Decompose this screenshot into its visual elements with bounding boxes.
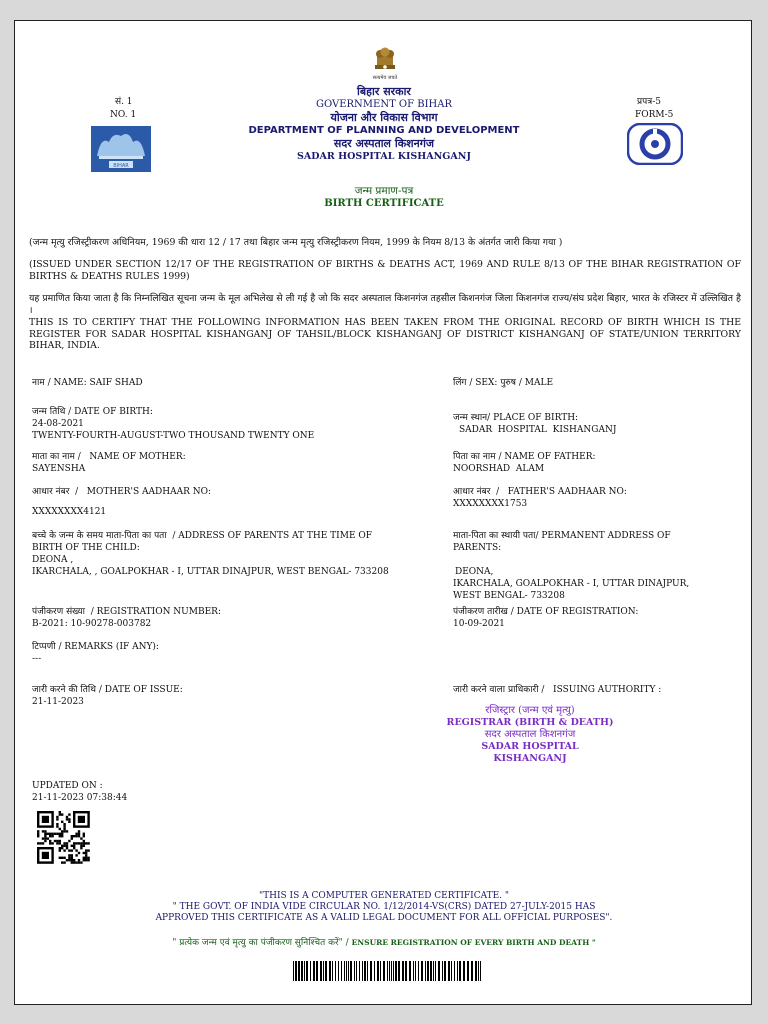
authority-hospital-hindi: सदर अस्पताल किशनगंज [484,729,576,740]
national-emblem-icon [367,45,403,75]
registrar-hindi: रजिस्ट्रार (जन्म एवं मृत्यु) [485,705,575,716]
birth-address-line-1: DEONA , [32,555,74,565]
registration-number-label: पंजीकरण संख्या / REGISTRATION NUMBER: [32,607,221,617]
name-field [32,378,143,390]
govt-hindi: बिहार सरकार [357,85,411,98]
issuing-authority-label: जारी करने वाला प्राधिकारी / ISSUING AUTHORITY : [453,685,662,695]
permanent-address-label: माता-पिता का स्थायी पता/ PERMANENT ADDRESS OF [453,531,671,541]
dept-hindi: योजना और विकास विभाग [330,111,438,124]
footer-block [55,891,713,924]
slogan-hindi: " प्रत्येक जन्म एवं मृत्यु का पंजीकरण सुनिश्चित करें" / [172,938,349,948]
dob-in-words: TWENTY-FOURTH-AUGUST-TWO THOUSAND TWENTY ONE [32,431,315,441]
permanent-address-line-3: WEST BENGAL- 733208 [453,591,565,601]
permanent-address-line-2: IKARCHALA, GOALPOKHAR - I, UTTAR DINAJPUR, [453,579,690,589]
name-label: नाम / NAME: [32,378,87,388]
authority-hospital: SADAR HOSPITAL KISHANGANJ [481,741,579,764]
birth-address-label-cont: BIRTH OF THE CHILD: [32,543,140,553]
issued-under-hindi: (जन्म मृत्यु रजिस्ट्रीकरण अधिनियम, 1969 की धारा 12 / 17 तथा बिहार जन्म मृत्यु रजिस्ट्रीकरण नियम, 1999 के नियम 8/13 के अंतर्गत जारी किया गया ) [29,237,563,248]
hospital-name: SADAR HOSPITAL KISHANGANJ [297,151,471,162]
sex-field [453,378,553,390]
emblem-motto: सत्यमेव जयते [372,75,398,81]
father-aadhaar-label: आधार नंबर / FATHER'S AADHAAR NO: [453,487,627,497]
registration-date-value: 10-09-2021 [453,619,505,629]
circular-note-2: APPROVED THIS CERTIFICATE AS A VALID LEGAL DOCUMENT FOR ALL OFFICIAL PURPOSES". [155,913,613,923]
certify-text-hindi: यह प्रमाणित किया जाता है कि निम्नलिखित सूचना जन्म के मूल अभिलेख से ली गई है जो कि सदर अस्पताल किशनगंज तहसील किशनगंज जिला किशनगंज राज्य/संघ प्रदेश बिहार, भारत के रजिस्टर में उल्लिखित है । [29,293,741,316]
sex-label: लिंग / SEX: [453,378,498,388]
father-name-label: पिता का नाम / NAME OF FATHER: [453,452,596,462]
slogan-english: ENSURE REGISTRATION OF EVERY BIRTH AND DEATH " [351,938,596,947]
crs-logo-icon [627,123,683,165]
issue-date-label: जारी करने की तिथि / DATE OF ISSUE: [32,685,183,695]
name-value: SAIF SHAD [89,378,143,388]
serial-no-hindi: सं. 1 [115,97,133,107]
updated-on-value: 21-11-2023 07:38:44 [32,793,128,803]
serial-no: NO. 1 [110,110,137,120]
logo-text: BIHAR [113,163,129,169]
mother-name-label: माता का नाम / NAME OF MOTHER: [32,452,186,462]
mother-name-value: SAYENSHA [32,464,86,474]
circular-note-1: " THE GOVT. OF INDIA VIDE CIRCULAR NO. 1/12/2014-VS(CRS) DATED 27-JULY-2015 HAS [172,902,596,912]
barcode [293,961,483,981]
form-no: FORM-5 [635,110,674,120]
registrar-title: REGISTRAR (BIRTH & DEATH) [446,717,614,728]
mother-aadhaar-value: XXXXXXXX4121 [32,507,107,517]
pob-label: जन्म स्थान/ PLACE OF BIRTH: [453,413,579,423]
certificate-title-hindi: जन्म प्रमाण-पत्र [354,185,414,197]
birth-address-line-2: IKARCHALA, , GOALPOKHAR - I, UTTAR DINAJPUR, WEST BENGAL- 733208 [32,567,389,577]
certificate-page [14,20,752,1005]
remarks-label: टिप्पणी / REMARKS (IF ANY): [32,642,159,652]
form-no-hindi: प्रपत्र-5 [637,97,661,107]
father-name-value: NOORSHAD ALAM [453,464,545,474]
issued-under: (ISSUED UNDER SECTION 12/17 OF THE REGISTRATION OF BIRTHS & DEATHS ACT, 1969 AND RULE 8/13 OF THE BIHAR REGISTRATION OF BIRTHS & DEATHS RULES 1999) [29,259,741,282]
certificate-title: BIRTH CERTIFICATE [324,198,444,209]
dept-name: DEPARTMENT OF PLANNING AND DEVELOPMENT [248,125,520,136]
govt-name: GOVERNMENT OF BIHAR [315,99,453,110]
authority-block [445,705,615,765]
certify-text: THIS IS TO CERTIFY THAT THE FOLLOWING INFORMATION HAS BEEN TAKEN FROM THE ORIGINAL RECORD OF BIRTH WHICH IS THE REGISTER FOR SADAR HOSPITAL KISHANGANJ OF TAHSIL/BLOCK KISHANGANJ OF DISTRICT KISHANGANJ OF STATE/UNION TERRITORY BIHAR, INDIA. [29,317,741,351]
header-block [215,85,553,163]
issue-date-value: 21-11-2023 [32,697,84,707]
registration-date-label: पंजीकरण तारीख / DATE OF REGISTRATION: [453,607,639,617]
mother-aadhaar-label: आधार नंबर / MOTHER'S AADHAAR NO: [32,487,212,497]
permanent-address-label-cont: PARENTS: [453,543,502,553]
slogan [55,937,713,949]
qr-code[interactable] [37,811,97,865]
hospital-hindi: सदर अस्पताल किशनगंज [333,137,435,150]
title-block [215,185,553,210]
dob-label: जन्म तिथि / DATE OF BIRTH: [32,407,153,417]
dob-value: 24-08-2021 [32,419,84,429]
father-aadhaar-value: XXXXXXXX1753 [453,499,528,509]
permanent-address-line-1: DEONA, [455,567,494,577]
remarks-value: --- [32,654,42,664]
birth-address-label: बच्चे के जन्म के समय माता-पिता का पता / ADDRESS OF PARENTS AT THE TIME OF [32,531,373,541]
registration-number-value: B-2021: 10-90278-003782 [32,619,152,629]
pob-value: SADAR HOSPITAL KISHANGANJ [459,425,617,435]
sex-value: पुरुष / MALE [500,378,554,388]
bihar-govt-logo-icon [91,126,151,172]
updated-on-label: UPDATED ON : [32,781,103,791]
computer-generated-note: "THIS IS A COMPUTER GENERATED CERTIFICATE. " [258,891,510,901]
